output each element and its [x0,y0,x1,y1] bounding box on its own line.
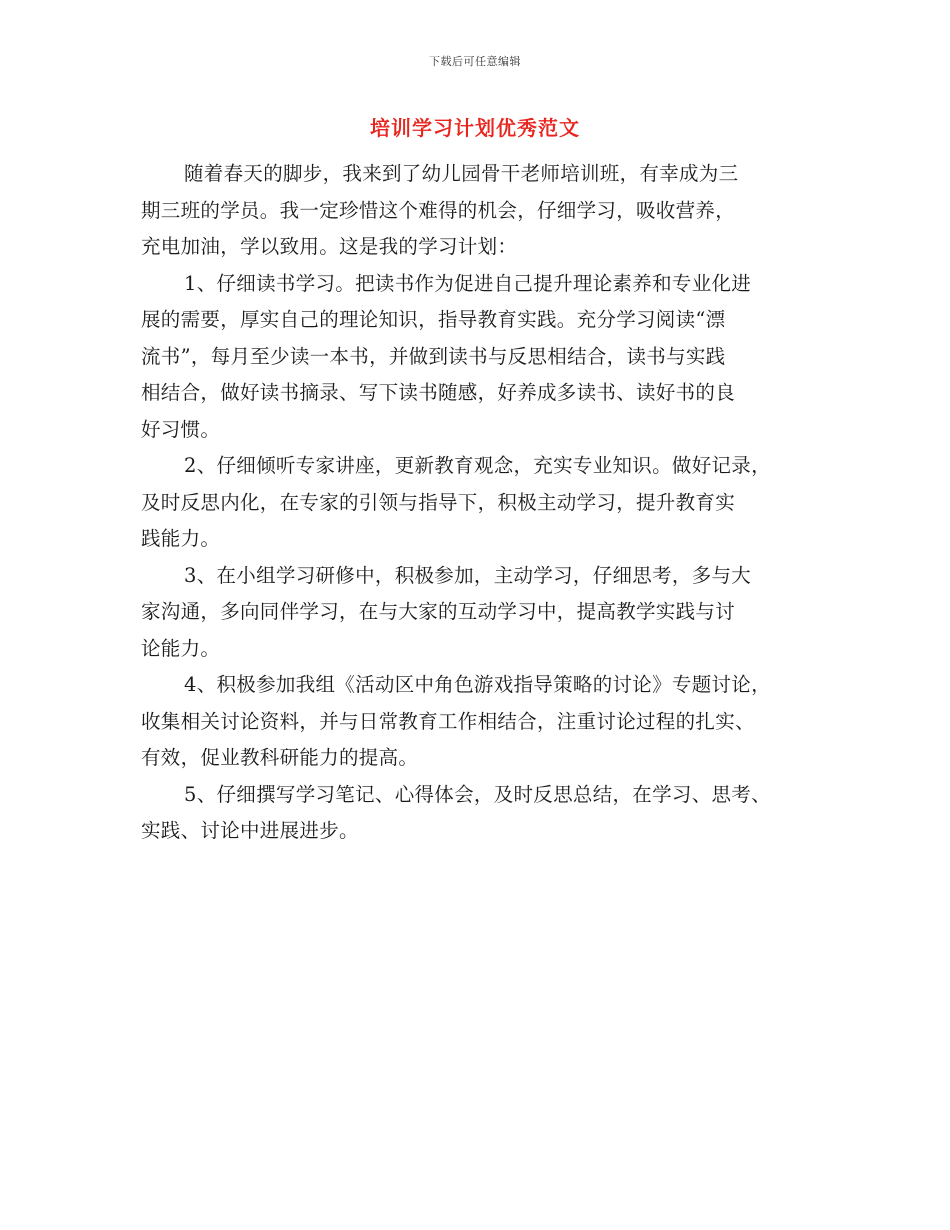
paragraph-line: 随着春天的脚步，我来到了幼儿园骨干老师培训班，有幸成为三 [184,162,739,185]
paragraph-line: 好习惯。 [141,417,221,441]
paragraph-line: 3、在小组学习研修中，积极参加，主动学习，仔细思考，多与大 [184,563,752,587]
paragraph-line: 实践、讨论中进展进步。 [141,819,359,842]
paragraph-line: 期三班的学员。我一定珍惜这个难得的机会，仔细学习，吸收营养， [141,198,736,222]
paragraph-line: 4、积极参加我组《活动区中角色游戏指导策略的讨论》专题讨论， [184,673,771,696]
paragraph-line: 收集相关讨论资料，并与日常教育工作相结合，注重讨论过程的扎实、 [141,709,755,733]
paragraph-line: 及时反思内化，在专家的引领与指导下，积极主动学习，提升教育实 [141,490,736,514]
paragraph-line: 论能力。 [141,636,221,660]
paragraph-line: 流书”，每月至少读一本书，并做到读书与反思相结合，读书与实践 [141,344,726,368]
paragraph-line: 展的需要，厚实自己的理论知识，指导教育实践。充分学习阅读“漂 [141,308,726,331]
document-body [141,156,821,850]
paragraph-line: 2、仔细倾听专家讲座，更新教育观念，充实专业知识。做好记录， [184,454,771,477]
paragraph-line: 相结合，做好读书摘录、写下读书随感，好养成多读书、读好书的良 [141,381,736,404]
header-note: 下载后可任意编辑 [429,55,521,68]
paragraph-line: 践能力。 [141,527,221,550]
paragraph-line: 有效，促业教科研能力的提高。 [141,746,419,769]
paragraph-line: 充电加油，学以致用。这是我的学习计划： [141,235,518,258]
paragraph-line: 家沟通，多向同伴学习，在与大家的互动学习中，提高教学实践与讨 [141,600,736,623]
document-title: 培训学习计划优秀范文 [370,116,580,140]
paragraph-line: 1、仔细读书学习。把读书作为促进自己提升理论素养和专业化进 [184,271,752,295]
paragraph-line: 5、仔细撰写学习笔记、心得体会，及时反思总结，在学习、思考、 [184,782,771,806]
